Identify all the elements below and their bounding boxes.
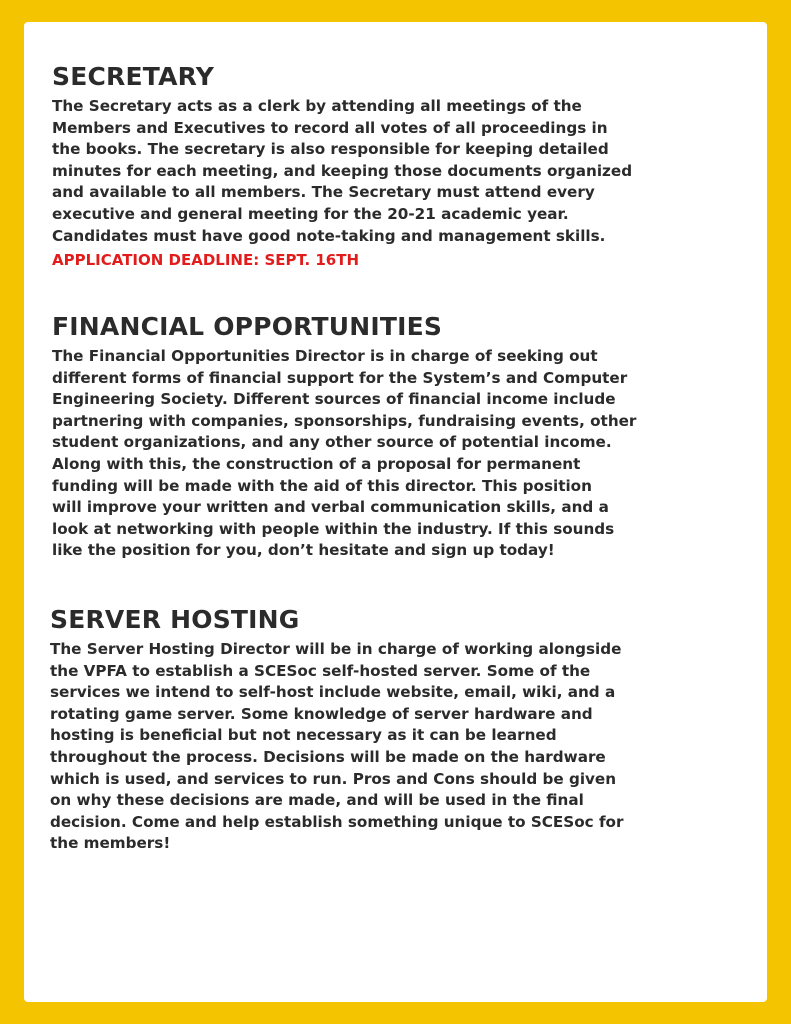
body-line: the members! — [50, 834, 171, 853]
section-heading: SECRETARY — [52, 62, 215, 91]
body-line: The Server Hosting Director will be in charge of working alongside — [50, 640, 622, 658]
section-server-hosting — [50, 605, 791, 855]
section-heading: SERVER HOSTING — [50, 605, 300, 634]
body-line: and available to all members. The Secretary must attend every — [52, 183, 595, 202]
body-line: look at networking with people within the industry. If this sounds — [52, 519, 615, 538]
body-line: on why these decisions are made, and will be used in the final — [50, 791, 584, 810]
body-line: minutes for each meeting, and keeping those documents organized — [52, 161, 633, 180]
body-line: student organizations, and any other source of potential income. — [52, 433, 612, 452]
body-line: services we intend to self-host include website, email, wiki, and a — [50, 683, 616, 702]
body-line: like the position for you, don’t hesitate and sign up today! — [52, 541, 555, 560]
body-line: Members and Executives to record all votes of all proceedings in — [52, 118, 608, 137]
body-line: hosting is beneficial but not necessary as it can be learned — [50, 726, 557, 745]
body-line: Candidates must have good note-taking and management skills. — [52, 226, 606, 245]
body-line: executive and general meeting for the 20-21 academic year. — [52, 204, 569, 223]
body-line: the VPFA to establish a SCESoc self-hosted server. Some of the — [50, 661, 591, 680]
section-body — [52, 96, 791, 247]
body-line: will improve your written and verbal communication skills, and a — [52, 498, 609, 517]
document-page — [24, 22, 767, 1002]
body-line: funding will be made with the aid of this director. This position — [52, 476, 592, 495]
section-body — [50, 639, 791, 855]
body-line: rotating game server. Some knowledge of server hardware and — [50, 704, 593, 723]
body-line: the books. The secretary is also responsible for keeping detailed — [52, 140, 609, 159]
body-line: The Secretary acts as a clerk by attending all meetings of the — [52, 97, 582, 115]
body-line: partnering with companies, sponsorships, fundraising events, other — [52, 411, 637, 430]
body-line: The Financial Opportunities Director is in charge of seeking out — [52, 347, 598, 365]
body-line: decision. Come and help establish something unique to SCESoc for — [50, 812, 624, 831]
section-body — [52, 346, 791, 562]
application-deadline: APPLICATION DEADLINE: SEPT. 16TH — [52, 251, 360, 270]
body-line: throughout the process. Decisions will be made on the hardware — [50, 747, 606, 766]
section-heading: FINANCIAL OPPORTUNITIES — [52, 312, 443, 341]
body-line: Engineering Society. Different sources of financial income include — [52, 390, 616, 409]
section-financial-opportunities — [52, 312, 791, 562]
body-line: which is used, and services to run. Pros and Cons should be given — [50, 769, 617, 788]
body-line: different forms of financial support for the System’s and Computer — [52, 368, 628, 387]
section-secretary — [52, 62, 791, 271]
body-line: Along with this, the construction of a proposal for permanent — [52, 454, 581, 473]
